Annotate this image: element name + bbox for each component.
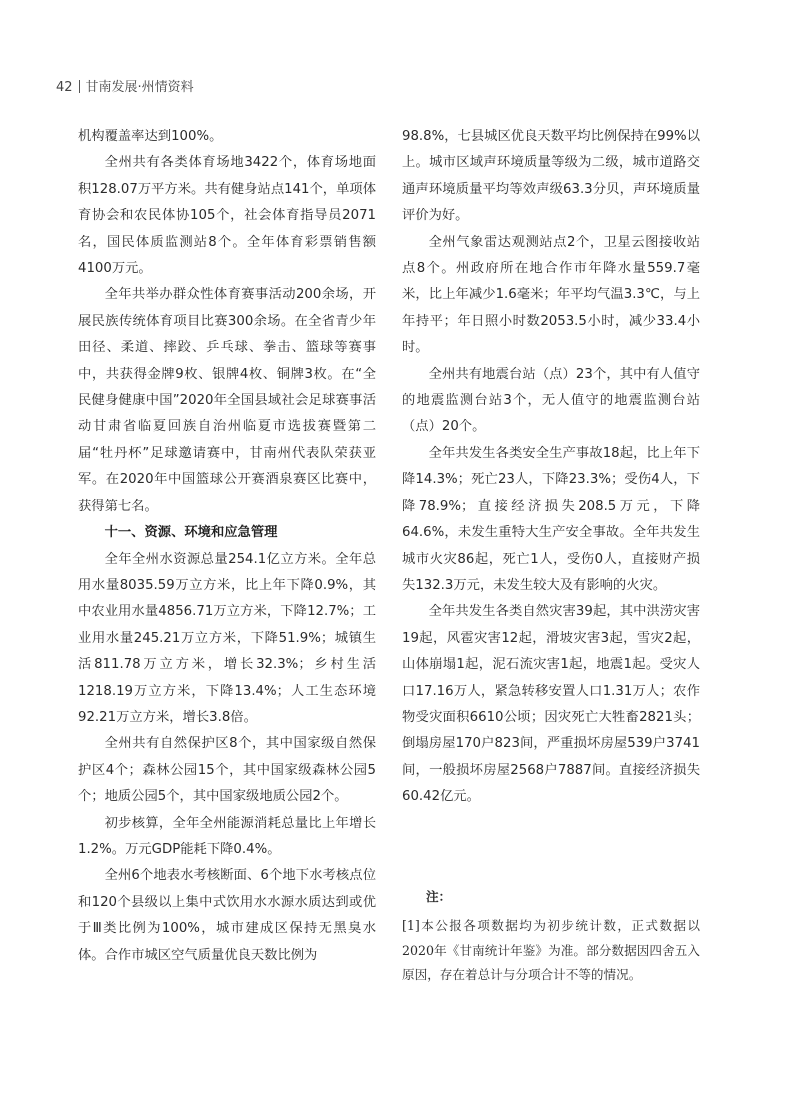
footnotes	[402, 885, 700, 988]
paragraph: 98.8%，七县城区优良天数平均比例保持在99%以上。城市区域声环境质量等级为二级，城市道路交通声环境质量平均等效声级63.3分贝，声环境质量评价为好。	[402, 129, 700, 224]
paragraph: 初步核算，全年全州能源消耗总量比上年增长1.2%。万元GDP能耗下降0.4%。	[78, 815, 376, 857]
paragraph: 全州6个地表水考核断面、6个地下水考核点位和120个县级以上集中式饮用水水源水质达到或优于Ⅲ类比例为100%，城市建成区保持无黑臭水体。合作市城区空气质量优良天数比例为	[78, 868, 376, 963]
paragraph: 全年全州水资源总量254.1亿立方米。全年总用水量8035.59万立方米，比上年下降0.9%，其中农业用水量4856.71万立方米，下降12.7%；工业用水量245.21万立方米，下降51.9%；城镇生活811.78万立方米，增长32.3%；乡村生活1218.19万立方米，下降13.4%；人工生态环境92.21万立方米，增长3.8倍。	[78, 551, 376, 725]
left-column	[78, 124, 376, 969]
page-header	[56, 80, 194, 96]
paragraph: 全年共发生各类自然灾害39起，其中洪涝灾害19起，风雹灾害12起，滑坡灾害3起，雪灾2起，山体崩塌1起，泥石流灾害1起，地震1起。受灾人口17.16万人，紧急转移安置人口1.31万人；农作物受灾面积6610公顷；因灾死亡大牲畜2821头；倒塌房屋170户823间，严重损坏房屋539户3741间，一般损坏房屋2568户7887间。直接经济损失60.42亿元。	[402, 604, 700, 805]
paragraph: 全州共有地震台站（点）23个，其中有人值守的地震监测台站3个，无人值守的地震监测台站（点）20个。	[402, 366, 700, 435]
paragraph: 全年共发生各类安全生产事故18起，比上年下降14.3%；死亡23人，下降23.3%；受伤4人，下降78.9%；直接经济损失208.5万元，下降64.6%，未发生重特大生产安全事故。全年共发生城市火灾86起，死亡1人，受伤0人，直接财产损失132.3万元，未发生较大及有影响的火灾。	[402, 445, 700, 593]
page-number: 42	[56, 80, 73, 95]
right-column	[402, 124, 700, 811]
paragraph: 机构覆盖率达到100%。	[78, 129, 223, 144]
section-heading: 十一、资源、环境和应急管理	[104, 525, 278, 541]
notes-title: 注：	[425, 889, 452, 904]
footnote-text: [1]本公报各项数据均为初步统计数，正式数据以2020年《甘南统计年鉴》为准。部分数据因四舍五入原因，存在着总计与分项合计不等的情况。	[402, 917, 700, 983]
running-title: 甘南发展·州情资料	[85, 80, 194, 95]
header-divider	[79, 80, 80, 93]
paragraph: 全州共有各类体育场地3422个，体育场地面积128.07万平方米。共有健身站点141个，单项体育协会和农民体协105个，社会体育指导员2071名，国民体质监测站8个。全年体育彩票销售额4100万元。	[78, 155, 376, 277]
paragraph: 全州气象雷达观测站点2个，卫星云图接收站点8个。州政府所在地合作市年降水量559.7毫米，比上年减少1.6毫米；年平均气温3.3℃，与上年持平；年日照小时数2053.5小时，减少33.4小时。	[402, 234, 700, 356]
paragraph: 全年共举办群众性体育赛事活动200余场，开展民族传统体育项目比赛300余场。在全省青少年田径、柔道、摔跤、乒乓球、拳击、篮球等赛事中，共获得金牌9枚、银牌4枚、铜牌3枚。在“全民健身健康中国”2020年全国县域社会足球赛事活动甘肃省临夏回族自治州临夏市选拔赛暨第二届“牡丹杯”足球邀请赛中，甘南州代表队荣获亚军。在2020年中国篮球公开赛酒泉赛区比赛中，获得第七名。	[78, 287, 376, 514]
paragraph: 全州共有自然保护区8个，其中国家级自然保护区4个；森林公园15个，其中国家级森林公园5个；地质公园5个，其中国家级地质公园2个。	[78, 736, 376, 805]
